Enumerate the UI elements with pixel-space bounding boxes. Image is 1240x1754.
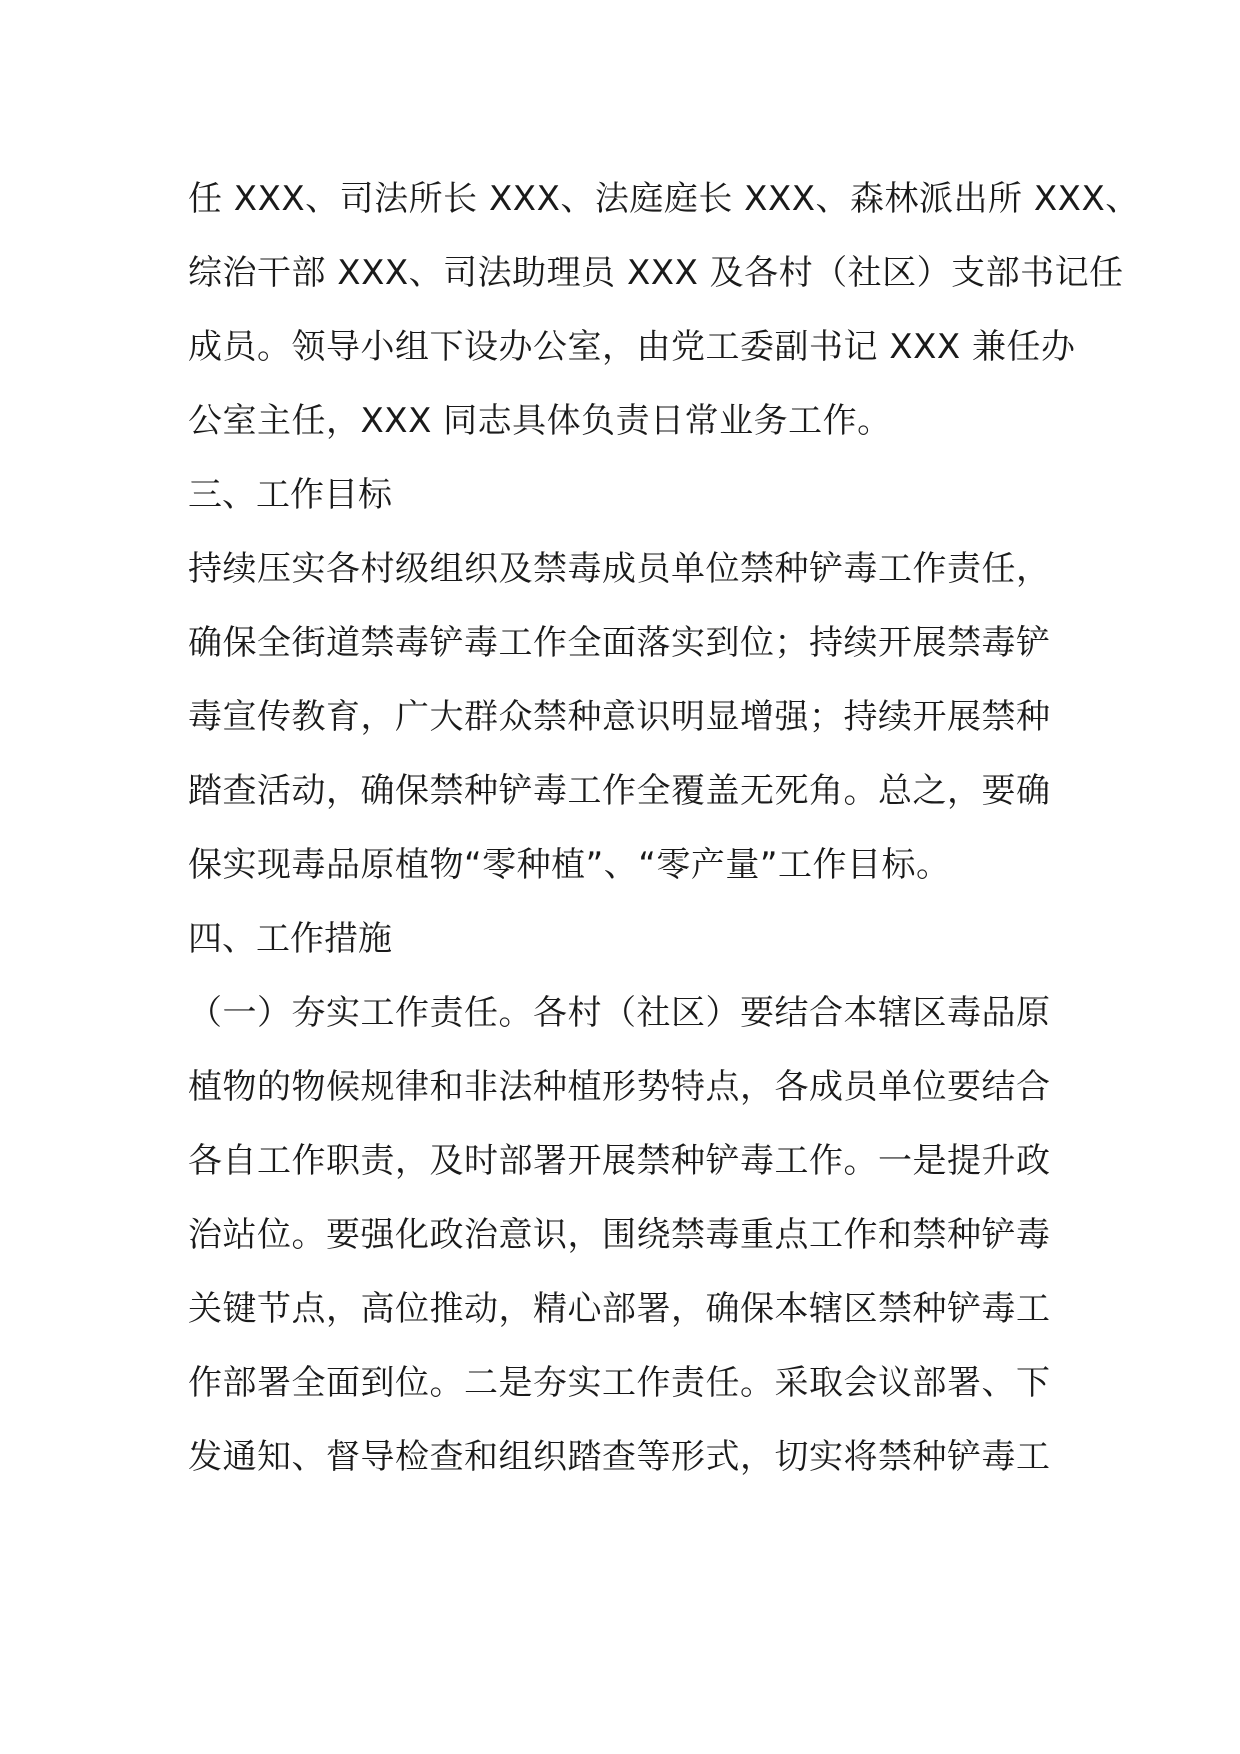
paragraph-measures (188, 976, 1068, 1494)
text-line: 踏查活动，确保禁种铲毒工作全覆盖无死角。总之，要确 (188, 771, 1051, 811)
paragraph-leadership-group (188, 162, 1140, 458)
text-line: 各自工作职责，及时部署开展禁种铲毒工作。一是提升政 (188, 1141, 1051, 1181)
text-line: 植物的物候规律和非法种植形势特点，各成员单位要结合 (188, 1067, 1051, 1107)
text-line: 关键节点，高位推动，精心部署，确保本辖区禁种铲毒工 (188, 1289, 1051, 1329)
text-line: （一）夯实工作责任。各村（社区）要结合本辖区毒品原 (188, 993, 1051, 1033)
text-line: 持续压实各村级组织及禁毒成员单位禁种铲毒工作责任， (188, 549, 1051, 589)
text-line: 发通知、督导检查和组织踏查等形式，切实将禁种铲毒工 (188, 1437, 1051, 1477)
section-heading-measures: 四、工作措施 (188, 919, 392, 959)
text-line: 公室主任，XXX 同志具体负责日常业务工作。 (188, 401, 892, 441)
text-line: 治站位。要强化政治意识，围绕禁毒重点工作和禁种铲毒 (188, 1215, 1051, 1255)
text-line: 保实现毒品原植物“零种植”、“零产量”工作目标。 (188, 845, 951, 885)
text-line: 确保全街道禁毒铲毒工作全面落实到位；持续开展禁毒铲 (188, 623, 1051, 663)
text-line: 任 XXX、司法所长 XXX、法庭庭长 XXX、森林派出所 XXX、 (188, 179, 1140, 219)
text-line: 毒宣传教育，广大群众禁种意识明显增强；持续开展禁种 (188, 697, 1051, 737)
paragraph-goals (188, 532, 1068, 902)
text-line: 综治干部 XXX、司法助理员 XXX 及各村（社区）支部书记任 (188, 253, 1124, 293)
section-heading-goals: 三、工作目标 (188, 475, 392, 515)
text-line: 成员。领导小组下设办公室，由党工委副书记 XXX 兼任办 (188, 327, 1076, 367)
text-line: 作部署全面到位。二是夯实工作责任。采取会议部署、下 (188, 1363, 1051, 1403)
document-body (188, 162, 1140, 1494)
